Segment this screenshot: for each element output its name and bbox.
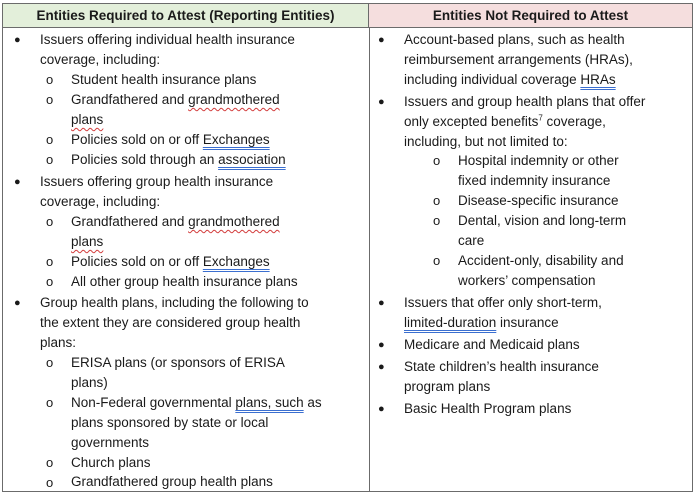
list-item: Non-Federal governmental plans, such as [71, 395, 322, 410]
list-item: Policies sold on or off Exchanges [71, 254, 270, 269]
sub-bullet: o [433, 193, 441, 208]
list-item: ERISA plans (or sponsors of ERISA [71, 355, 285, 370]
list-item: coverage, including: [40, 194, 161, 209]
bullet: ● [378, 34, 385, 46]
sub-bullet: o [46, 214, 54, 229]
sub-bullet: o [46, 395, 54, 410]
list-item: Grandfathered and grandmothered [71, 214, 280, 229]
sub-bullet: o [46, 455, 54, 470]
list-item: program plans [404, 379, 491, 394]
list-item: plans) [71, 375, 108, 390]
header-required: Entities Required to Attest (Reporting Entities) [3, 4, 369, 28]
list-item: only excepted benefits$^7$ coverage, [404, 113, 606, 129]
list-item: Issuers and group health plans that offer [404, 94, 646, 109]
sub-bullet: o [46, 152, 54, 167]
list-item: fixed indemnity insurance [458, 173, 611, 188]
sub-bullet: o [433, 153, 441, 168]
list-item: All other group health insurance plans [71, 274, 298, 289]
list-item: coverage, including: [40, 52, 161, 67]
bullet: ● [14, 297, 21, 309]
bullet: ● [378, 297, 385, 309]
list-item: including individual coverage HRAs [404, 72, 616, 87]
sub-bullet: o [46, 132, 54, 147]
list-item: Issuers offering individual health insurance [40, 32, 295, 47]
column-divider [369, 28, 370, 491]
list-item: Issuers that offer only short-term, [404, 295, 602, 310]
sub-bullet: o [46, 475, 54, 490]
bullet: ● [378, 403, 385, 415]
list-item: reimbursement arrangements (HRAs), [404, 52, 633, 67]
sub-bullet: o [433, 213, 441, 228]
bullet: ● [378, 361, 385, 373]
list-item: plans [71, 234, 104, 249]
bullet: ● [378, 339, 385, 351]
list-item: limited-duration insurance [404, 315, 559, 330]
list-item: Disease-specific insurance [458, 193, 619, 208]
list-item: Medicare and Medicaid plans [404, 337, 580, 352]
sub-bullet: o [46, 274, 54, 289]
list-item: including, but not limited to: [404, 134, 568, 149]
list-item: Policies sold on or off Exchanges [71, 132, 270, 147]
list-item: Dental, vision and long-term [458, 213, 627, 228]
list-item: plans: [40, 335, 77, 350]
list-item: Group health plans, including the following to [40, 295, 309, 310]
bullet: ● [14, 176, 21, 188]
header-not-required: Entities Not Required to Attest [369, 4, 692, 28]
list-item: Hospital indemnity or other [458, 153, 619, 168]
list-item: Grandfathered group health plans [71, 474, 273, 489]
list-item: Account-based plans, such as health [404, 32, 625, 47]
list-item: Grandfathered and grandmothered [71, 92, 280, 107]
list-item: Student health insurance plans [71, 72, 257, 87]
list-item: the extent they are considered group health [40, 315, 301, 330]
list-item: Issuers offering group health insurance [40, 174, 274, 189]
sub-bullet: o [46, 355, 54, 370]
list-item: workers’ compensation [458, 273, 596, 288]
bullet: ● [14, 34, 21, 46]
list-item: Accident-only, disability and [458, 253, 624, 268]
list-item: Policies sold through an association [71, 152, 286, 167]
list-item: Church plans [71, 455, 151, 470]
list-item: governments [71, 435, 150, 450]
list-item: Basic Health Program plans [404, 401, 572, 416]
sub-bullet: o [46, 92, 54, 107]
list-item: plans sponsored by state or local [71, 415, 269, 430]
bullet: ● [378, 96, 385, 108]
list-item: State children’s health insurance [404, 359, 599, 374]
sub-bullet: o [46, 72, 54, 87]
list-item: care [458, 233, 485, 248]
list-item: plans [71, 112, 104, 127]
sub-bullet: o [433, 253, 441, 268]
sub-bullet: o [46, 254, 54, 269]
